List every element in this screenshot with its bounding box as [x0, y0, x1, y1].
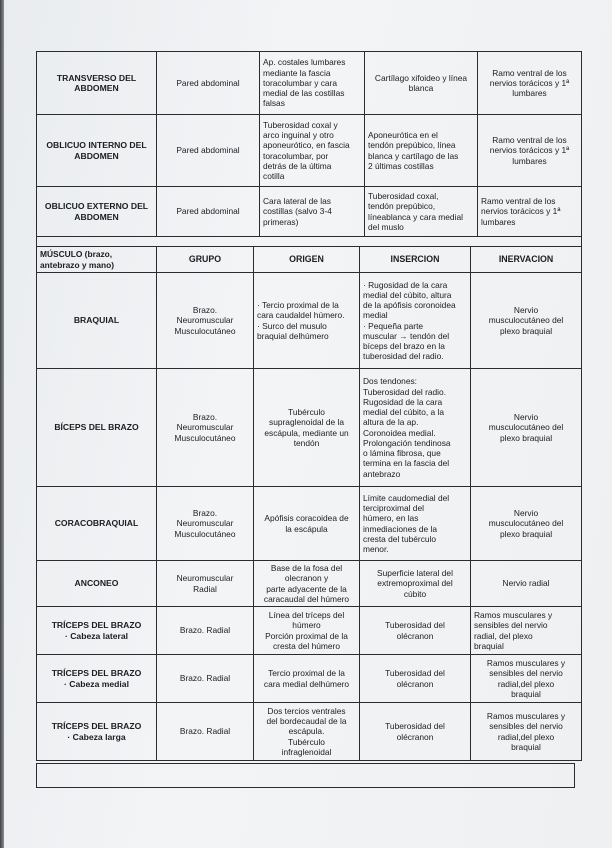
- cell-line: o lámina fibrosa, que: [363, 448, 441, 458]
- cell-line: radial, del plexo: [474, 630, 533, 641]
- innervation-cell: [471, 487, 582, 561]
- cell-line: 2 últimas costillas: [368, 160, 434, 171]
- cell-line: Límite caudomedial del: [363, 492, 450, 503]
- cell-line: Aponeurótica en el: [368, 130, 438, 140]
- cell-line: blanca: [408, 83, 434, 93]
- cell-line: plexo braquial: [499, 432, 553, 443]
- table-row: [37, 703, 582, 761]
- cell-line: altura de la ap.: [363, 417, 419, 428]
- cell-line: Superficie lateral del: [377, 568, 453, 579]
- cell-line: Cartílago xifoideo y línea: [374, 72, 468, 83]
- origin-cell: [254, 487, 360, 561]
- cell-line: olécranon: [396, 678, 434, 689]
- insertion-cell: [365, 52, 478, 115]
- origin-cell: [260, 115, 365, 187]
- innervation-cell: [471, 561, 582, 607]
- cell-line: sensibles del nervio: [489, 668, 563, 679]
- cell-line: Ramos musculares y: [474, 610, 553, 620]
- cell-line: húmero, en las: [363, 513, 419, 524]
- origin-cell: [260, 187, 365, 237]
- cell-line: antebrazo y mano): [40, 259, 114, 270]
- cell-line: ABDOMEN: [74, 211, 119, 222]
- cell-line: Pared abdominal: [176, 145, 240, 156]
- cell-line: CORACOBRAQUIAL: [54, 518, 139, 529]
- cell-line: nervios torácicos y 1ª: [489, 145, 570, 156]
- cell-line: líneablanca y cara medial: [368, 211, 463, 222]
- cell-line: arco inguinal y otro: [263, 130, 334, 140]
- cell-line: Tuberosidad coxal y: [263, 119, 338, 130]
- cell-line: tendón: [293, 437, 320, 448]
- cell-line: BÍCEPS DEL BRAZO: [54, 422, 139, 433]
- cell-line: caracaudal del húmero: [263, 593, 350, 604]
- cell-line: · Cabeza larga: [67, 731, 126, 742]
- cell-line: sensibles del nervio: [474, 620, 548, 631]
- innervation-cell: [478, 187, 582, 237]
- cell-line: Tercio proximal de la: [268, 668, 345, 679]
- cell-line: plexo braquial: [499, 325, 553, 336]
- empty-trailing-row-table: [36, 763, 575, 788]
- cell-line: radial,del plexo: [497, 678, 555, 689]
- cell-line: primeras): [263, 216, 299, 227]
- group-cell: [157, 115, 260, 187]
- arm-muscle-table: [36, 236, 582, 761]
- innervation-cell: [478, 52, 582, 115]
- muscle-cell: [37, 703, 157, 761]
- table-row: [37, 561, 582, 607]
- cell-line: cotilla: [263, 171, 285, 181]
- table-row: [37, 187, 582, 237]
- insertion-cell: [360, 655, 471, 703]
- cell-line: costillas (salvo 3-4: [263, 206, 332, 217]
- cell-line: Brazo.: [192, 508, 218, 519]
- cell-line: terciproximal del: [363, 503, 424, 513]
- cell-line: MÚSCULO (brazo,: [40, 249, 113, 260]
- cell-line: escápula, mediante un: [264, 427, 349, 438]
- cell-line: menor.: [363, 544, 389, 554]
- group-cell: [157, 655, 254, 703]
- cell-line: Ramo ventral de los: [481, 196, 556, 207]
- origin-cell: [254, 655, 360, 703]
- cell-line: parte adyacente de la: [266, 583, 347, 594]
- cell-line: Coronoidea medial.: [363, 427, 436, 438]
- cell-line: Tuberosidad del: [385, 721, 445, 732]
- cell-line: · Pequeña parte: [363, 320, 424, 331]
- insertion-cell: [360, 561, 471, 607]
- cell-line: del bordecaudal de la: [266, 716, 347, 727]
- cell-line: lumbares: [512, 88, 547, 99]
- cell-line: TRANSVERSO DEL: [56, 72, 137, 83]
- cell-line: braquial: [511, 741, 541, 752]
- origin-cell: [254, 703, 360, 761]
- muscle-cell: [37, 369, 157, 487]
- insertion-cell: [360, 487, 471, 561]
- cell-line: ABDOMEN: [74, 83, 119, 93]
- cell-line: tuberosidad del radio.: [363, 351, 444, 362]
- origin-cell: [260, 52, 365, 115]
- cell-line: medial del cúbito, a la: [363, 407, 445, 417]
- origin-cell: [254, 607, 360, 655]
- cell-line: Dos tendones:: [363, 376, 418, 387]
- cell-line: braquial: [511, 688, 541, 699]
- cell-line: cúbito: [403, 588, 427, 599]
- cell-line: musculocutáneo del: [488, 315, 564, 326]
- cell-line: Pared abdominal: [176, 77, 240, 88]
- cell-line: la escápula: [285, 523, 328, 534]
- cell-line: Tubérculo: [288, 407, 325, 417]
- cell-line: Ap. costales lumbares: [263, 57, 346, 68]
- innervation-cell: [471, 655, 582, 703]
- group-cell: [157, 487, 254, 561]
- group-cell: [157, 369, 254, 487]
- cell-line: termina en la fascia del: [363, 458, 450, 469]
- spacer-cell: [37, 237, 582, 247]
- cell-line: lumbares: [481, 216, 516, 227]
- cell-line: · Surco del musulo: [257, 320, 327, 331]
- insertion-cell: [365, 187, 478, 237]
- cell-line: olécranon: [396, 630, 434, 641]
- cell-line: aponeurótico, en fascia: [263, 140, 350, 151]
- cell-line: TRÍCEPS DEL BRAZO: [51, 721, 142, 732]
- group-cell: [157, 703, 254, 761]
- cell-line: Apófisis coracoidea de: [264, 513, 349, 524]
- cell-line: Ramo ventral de los: [492, 67, 567, 78]
- cell-line: Tuberosidad del: [385, 668, 445, 679]
- innervation-cell: [471, 273, 582, 369]
- cell-line: lumbares: [512, 155, 547, 166]
- header-group: GRUPO: [157, 247, 254, 273]
- cell-line: Línea del tríceps del: [268, 610, 345, 620]
- cell-line: OBLICUO INTERNO DEL: [46, 140, 147, 151]
- cell-line: braquial delhúmero: [257, 330, 329, 341]
- cell-line: tendón prepúbico,: [368, 201, 436, 212]
- cell-line: Neuromuscular: [176, 573, 234, 584]
- cell-line: infraglenoidal: [281, 746, 332, 757]
- cell-line: Brazo. Radial: [179, 726, 231, 737]
- cell-line: húmero: [292, 620, 321, 631]
- cell-line: falsas: [263, 98, 285, 109]
- table-row: [37, 655, 582, 703]
- cell-line: musculocutáneo del: [488, 422, 564, 433]
- cell-line: Nervio: [513, 305, 539, 316]
- cell-line: muscular → tendón del: [363, 330, 450, 341]
- origin-cell: [254, 369, 360, 487]
- innervation-cell: [471, 607, 582, 655]
- cell-line: ANCONEO: [74, 578, 119, 589]
- muscle-cell: [37, 115, 157, 187]
- cell-line: medial: [363, 310, 388, 321]
- cell-line: Base de la fosa del: [270, 563, 343, 573]
- cell-line: cara caudaldel húmero.: [257, 310, 345, 321]
- cell-line: del muslo: [368, 221, 404, 232]
- cell-line: antebrazo: [363, 468, 401, 479]
- cell-line: extremoproximal del: [377, 578, 453, 589]
- cell-line: cresta del húmero: [272, 640, 341, 651]
- cell-line: detrás de la última: [263, 160, 332, 171]
- cell-line: de la apófisis coronoidea: [363, 300, 456, 310]
- insertion-cell: [360, 607, 471, 655]
- cell-line: TRÍCEPS DEL BRAZO: [51, 668, 142, 679]
- cell-line: Nervio: [513, 412, 539, 423]
- table-row: [37, 115, 582, 187]
- cell-line: Tuberosidad del: [385, 620, 445, 631]
- header-innervation: INERVACION: [471, 247, 582, 273]
- cell-line: Brazo. Radial: [179, 625, 231, 636]
- cell-line: nervios torácicos y 1ª: [489, 77, 570, 88]
- table-row: [37, 273, 582, 369]
- cell-line: cara medial delhúmero: [263, 678, 350, 689]
- cell-line: BRAQUIAL: [73, 315, 120, 326]
- cell-line: · Tercio proximal de la: [257, 300, 339, 310]
- spacer-row: [37, 237, 582, 247]
- cell-line: Musculocutáneo: [174, 325, 236, 336]
- cell-line: blanca y cartílago de las: [368, 150, 459, 161]
- cell-line: inmediaciones de la: [363, 523, 438, 534]
- cell-line: tendón prepúbico, línea: [368, 140, 456, 151]
- cell-line: olecranon y: [284, 573, 329, 584]
- cell-line: Porción proximal de la: [265, 630, 348, 641]
- empty-row: [37, 764, 575, 788]
- cell-line: Brazo.: [192, 305, 218, 316]
- cell-line: radial,del plexo: [497, 731, 555, 742]
- cell-line: Neuromuscular: [176, 518, 234, 529]
- origin-cell: [254, 561, 360, 607]
- cell-line: bíceps del brazo en la: [363, 341, 445, 351]
- cell-line: plexo braquial: [499, 528, 553, 539]
- cell-line: Neuromuscular: [176, 315, 234, 326]
- innervation-cell: [478, 115, 582, 187]
- header-insertion: INSERCION: [360, 247, 471, 273]
- cell-line: Tubérculo: [288, 736, 325, 747]
- table-row: [37, 487, 582, 561]
- innervation-cell: [471, 369, 582, 487]
- muscle-cell: [37, 187, 157, 237]
- muscle-cell: [37, 273, 157, 369]
- abdomen-muscle-table: [36, 51, 582, 237]
- cell-line: toracolumbar, por: [263, 150, 329, 161]
- group-cell: [157, 561, 254, 607]
- cell-line: cresta del tubérculo: [363, 533, 437, 544]
- cell-line: Musculocutáneo: [174, 432, 236, 443]
- group-cell: [157, 52, 260, 115]
- insertion-cell: [365, 115, 478, 187]
- origin-cell: [254, 273, 360, 369]
- insertion-cell: [360, 273, 471, 369]
- table-row: [37, 52, 582, 115]
- cell-line: Ramo ventral de los: [492, 135, 567, 146]
- insertion-cell: [360, 703, 471, 761]
- cell-line: Nervio: [513, 508, 539, 519]
- header-origin: ORIGEN: [254, 247, 360, 273]
- header-row: [37, 247, 582, 273]
- cell-line: Prolongación tendinosa: [363, 437, 451, 448]
- table-row: [37, 607, 582, 655]
- cell-line: OBLICUO EXTERNO DEL: [44, 201, 149, 212]
- cell-line: Pared abdominal: [176, 206, 240, 217]
- cell-line: Ramos musculares y: [486, 658, 566, 668]
- table-row: [37, 369, 582, 487]
- cell-line: nervios torácicos y 1ª: [481, 206, 561, 217]
- cell-line: ABDOMEN: [74, 150, 119, 161]
- muscle-cell: [37, 607, 157, 655]
- cell-line: · Cabeza medial: [64, 678, 129, 689]
- cell-line: musculocutáneo del: [488, 518, 564, 529]
- cell-line: olécranon: [396, 731, 434, 742]
- cell-line: · Rugosidad de la cara: [363, 279, 448, 290]
- cell-line: Neuromuscular: [176, 422, 234, 433]
- cell-line: Dos tercios ventrales: [267, 705, 346, 716]
- cell-line: sensibles del nervio: [489, 721, 563, 732]
- group-cell: [157, 273, 254, 369]
- cell-line: escápula.: [288, 726, 325, 737]
- cell-line: medial de las costillas: [263, 88, 345, 99]
- muscle-cell: [37, 655, 157, 703]
- cell-line: Brazo. Radial: [179, 673, 231, 684]
- group-cell: [157, 187, 260, 237]
- insertion-cell: [360, 369, 471, 487]
- cell-line: supraglenoidal de la: [269, 417, 344, 428]
- cell-line: Rugosidad de la cara: [363, 396, 443, 407]
- cell-line: Nervio radial: [502, 578, 550, 589]
- cell-line: Brazo.: [192, 412, 218, 423]
- empty-cell: [37, 764, 575, 788]
- muscle-cell: [37, 52, 157, 115]
- cell-line: Tuberosidad del radio.: [363, 386, 447, 397]
- muscle-cell: [37, 487, 157, 561]
- group-cell: [157, 607, 254, 655]
- cell-line: Tuberosidad coxal,: [368, 191, 439, 201]
- cell-line: mediante la fascia: [263, 67, 331, 78]
- cell-line: TRÍCEPS DEL BRAZO: [51, 620, 142, 631]
- cell-line: Musculocutáneo: [174, 528, 236, 539]
- cell-line: Ramos musculares y: [486, 711, 566, 721]
- cell-line: toracolumbar y cara: [263, 77, 338, 88]
- header-muscle: [37, 247, 157, 273]
- cell-line: medial del cúbito, altura: [363, 289, 452, 300]
- cell-line: braquial: [474, 640, 504, 651]
- cell-line: Cara lateral de las: [263, 196, 331, 207]
- muscle-cell: [37, 561, 157, 607]
- innervation-cell: [471, 703, 582, 761]
- cell-line: Radial: [193, 583, 217, 594]
- cell-line: · Cabeza lateral: [64, 630, 129, 641]
